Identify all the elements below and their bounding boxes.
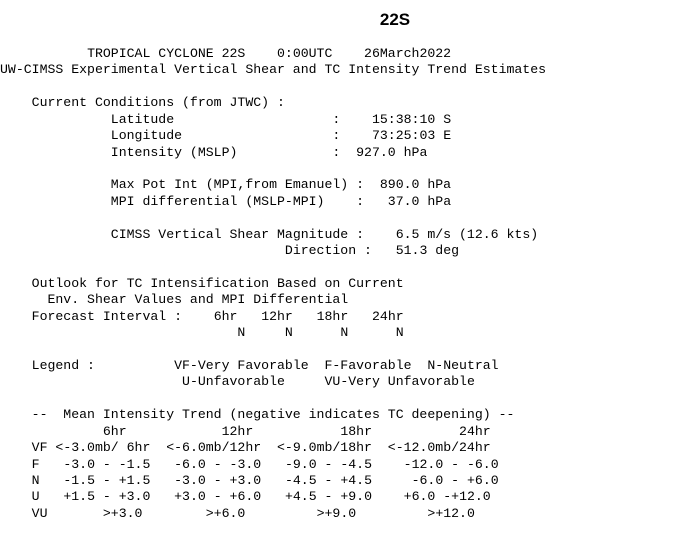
legend-f: F-Favorable [324,358,412,374]
mpi-differential-value: 37.0 hPa [387,193,452,209]
legend-vu: VU-Very Unfavorable [324,374,475,390]
trend-cell: -4.5 - +4.5 [284,472,373,488]
shear-direction-label: Direction [284,243,357,259]
page-title: 22S [379,10,411,29]
trend-cell: -3.0 - +3.0 [174,472,262,488]
max-pot-int-label: Max Pot Int (MPI,from Emanuel) [110,177,349,193]
latitude-label: Latitude [110,111,175,127]
product-line: UW-CIMSS Experimental Vertical Shear and TC Intensity Trend Estimates [0,62,547,78]
storm-line: TROPICAL CYCLONE 22S 0:00UTC 26March2022 [87,46,452,61]
latitude-value: 15:38:10 S [371,111,452,127]
trend-cell: -9.0 - -4.5 [284,456,373,472]
longitude-label: Longitude [110,128,183,144]
trend-row-cat: VF [31,440,48,456]
outlook-heading-line2: Env. Shear Values and MPI Differential [47,292,349,308]
trend-col-6hr: 6hr [102,423,127,439]
trend-cell: -12.0 - -6.0 [403,456,499,472]
legend-n: N-Neutral [427,358,499,374]
mpi-differential-label: MPI differential (MSLP-MPI) [110,193,325,209]
outlook-value-6hr: N [237,325,246,341]
trend-cell: <-6.0mb/12hr [166,440,262,456]
outlook-value-18hr: N [340,325,349,341]
intensity-label: Intensity (MSLP) [110,144,238,160]
trend-cell: >+9.0 [316,505,357,521]
interval-18hr: 18hr [316,308,349,324]
trend-cell: +6.0 -+12.0 [403,489,491,505]
shear-direction-value: 51.3 deg [395,243,460,259]
trend-row-cat: U [31,489,40,505]
trend-row-cat: N [31,472,40,488]
longitude-value: 73:25:03 E [371,128,452,144]
trend-col-12hr: 12hr [221,423,254,439]
shear-magnitude-label: CIMSS Vertical Shear Magnitude [110,226,349,242]
trend-row-cat: VU [31,505,48,521]
trend-col-18hr: 18hr [340,423,372,439]
trend-cell: -6.0 - -3.0 [174,456,262,472]
legend-u: U-Unfavorable [182,374,285,390]
trend-cell: >+3.0 [102,505,143,521]
interval-6hr: 6hr [213,308,238,324]
trend-cell: -3.0 - -1.5 [63,456,151,472]
forecast-interval-label: Forecast Interval : [31,308,183,324]
outlook-heading-line1: Outlook for TC Intensification Based on Current [31,275,404,291]
trend-cell: <-3.0mb/ 6hr [55,440,151,456]
trend-cell: <-12.0mb/24hr [387,440,491,456]
interval-24hr: 24hr [372,308,404,324]
trend-cell: +1.5 - +3.0 [63,489,151,505]
trend-cell: >+6.0 [205,505,246,521]
report-text: TROPICAL CYCLONE 22S 0:00UTC 26March2022 UW-CIMSS Experimental Vertical Shear and TC Intensity Trend Estimates Current Conditions (from JTWC) : Latitude : 15:38:10 S Longitude : 73:25:03 E Intensity (MSLP) : 927.0 hPa Max Pot Int (MPI,from Emanuel) : 890.0 hPa MPI differential (MSLP-MPI) : 37.0 hPa CIMSS Vertical Shear Magnitude : 6.5 m/s (12.6 kts) Direction : 51.3 deg Outlook for TC Intensification Based on Current Env. Shear Values and MPI Differential Forecast Interval : 6hr 12hr 18hr 24hr N N N N Legend : VF-Very Favorable F-Favorable N-Neutral U-Unfavorable VU-Very Unfavorable -- Mean Intensity Trend (negative indicates TC deepening) -- 6hr 12hr 18hr 24hr VF <-3.0mb/ 6hr <-6.0mb/12hr <-9.0mb/18hr <-12.0mb/24hr F -3.0 - -1.5 -6.0 - -3.0 -9.0 - -4.5 -12.0 - -6.0 N -1.5 - +1.5 -3.0 - +3.0 -4.5 - +4.5 -6.0 - +6.0 U +1.5 - +3.0 +3.0 - +6.0 +4.5 - +9.0 +6.0 -+12.0 VU >+3.0 >+6.0 >+9.0 >+12.0 [0,46,547,521]
interval-12hr: 12hr [261,308,293,324]
trend-cell: +4.5 - +9.0 [284,489,373,505]
trend-cell: -6.0 - +6.0 [411,472,499,488]
current-conditions-heading: Current Conditions (from JTWC) : [31,95,285,111]
shear-magnitude-value: 6.5 m/s (12.6 kts) [395,226,539,242]
outlook-value-12hr: N [284,325,293,341]
trend-cell: +3.0 - +6.0 [174,489,262,505]
trend-cell: <-9.0mb/18hr [277,440,372,456]
trend-cell: -1.5 - +1.5 [63,472,151,488]
trend-row-cat: F [31,456,40,472]
legend-label: Legend : [31,358,95,374]
trend-heading: -- Mean Intensity Trend (negative indicates TC deepening) -- [31,407,515,423]
max-pot-int-value: 890.0 hPa [379,177,452,193]
trend-col-24hr: 24hr [459,423,491,439]
legend-vf: VF-Very Favorable [174,358,309,374]
outlook-value-24hr: N [395,325,404,341]
intensity-value: 927.0 hPa [356,144,428,160]
trend-cell: >+12.0 [427,505,475,521]
